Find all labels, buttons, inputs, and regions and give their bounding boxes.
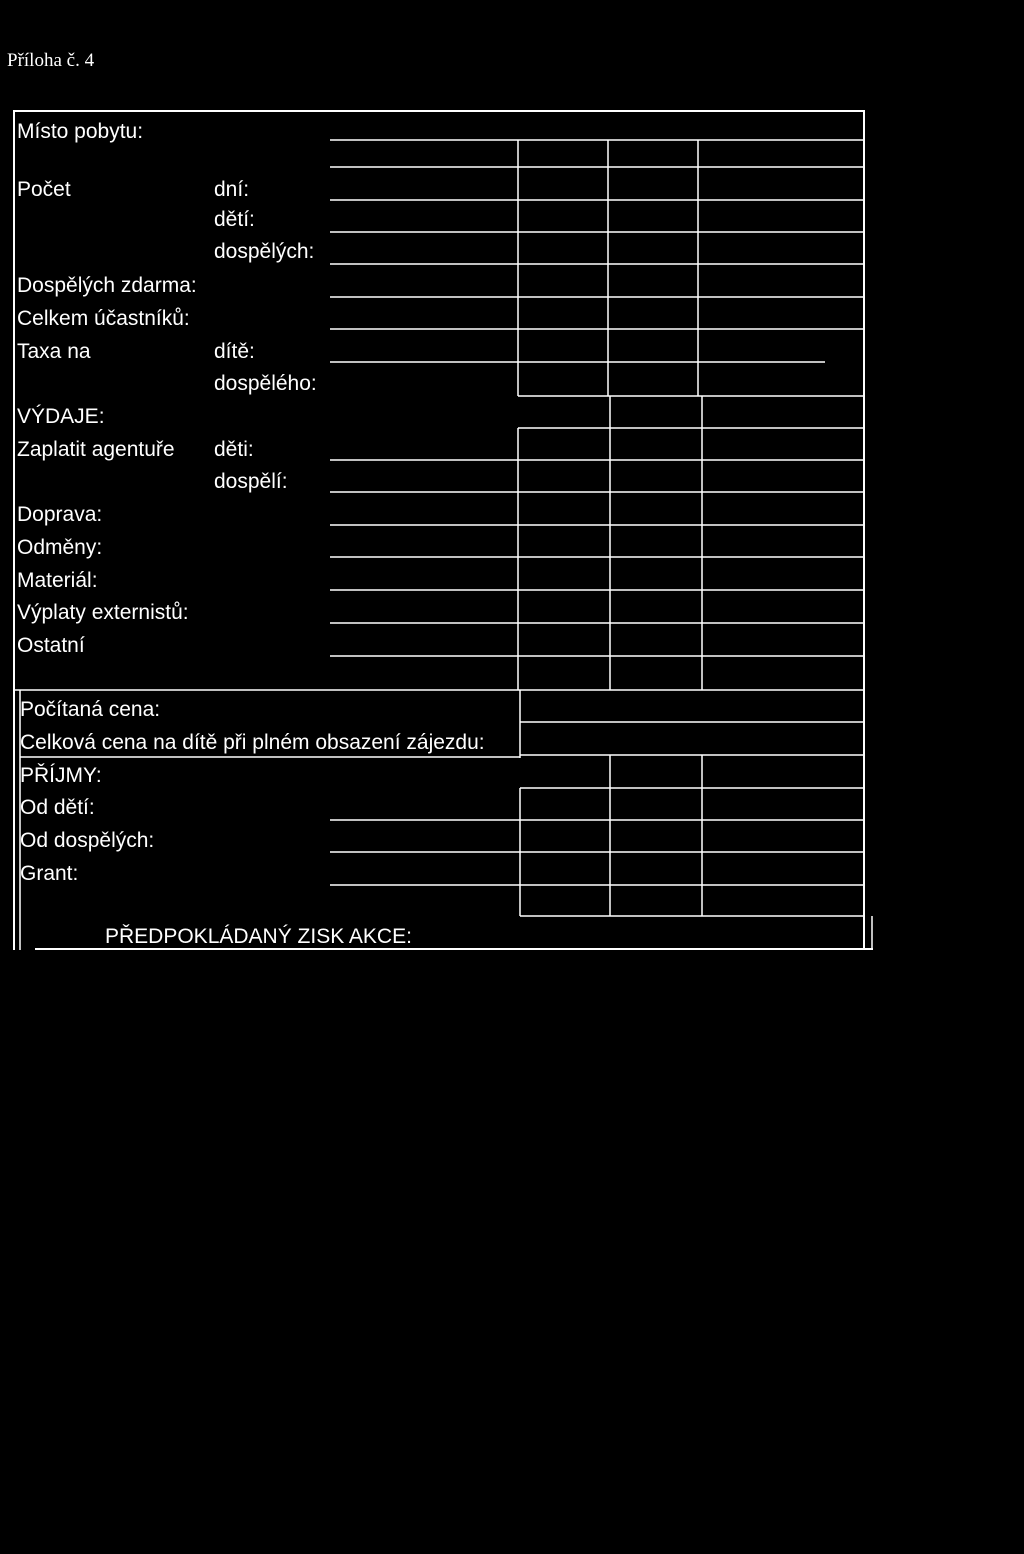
label-place: Místo pobytu: [17,120,144,143]
label-profit: PŘEDPOKLÁDANÝ ZISK AKCE: [105,925,412,948]
label-from-adults: Od dospělých: [20,829,155,852]
label-total-child-price: Celková cena na dítě při plném obsazení zájezdu: [20,731,485,754]
label-calc-price: Počítaná cena: [20,698,161,721]
label-agency-adults: dospělí: [214,470,288,493]
label-adults: dospělých: [214,240,315,263]
label-expenses: VÝDAJE: [17,405,105,428]
label-grant: Grant: [20,862,79,885]
label-children: dětí: [214,208,255,231]
label-fee-adult: dospělého: [214,372,317,395]
label-income: PŘÍJMY: [20,764,102,787]
label-transport: Doprava: [17,503,103,526]
label-fee-for: Taxa na [17,340,91,363]
label-from-children: Od dětí: [20,796,95,819]
label-rewards: Odměny: [17,536,103,559]
label-fee-child: dítě: [214,340,255,363]
label-pay-agency: Zaplatit agentuře [17,438,175,461]
label-material: Materiál: [17,569,98,592]
label-days: dní: [214,178,250,201]
page-title: Příloha č. 4 [7,50,95,71]
label-external-pay: Výplaty externistů: [17,601,189,624]
label-count: Počet [17,178,71,201]
label-participants: Celkem účastníků: [17,307,190,330]
label-agency-children: děti: [214,438,254,461]
label-other: Ostatní [17,634,85,657]
label-free-adults: Dospělých zdarma: [17,274,197,297]
